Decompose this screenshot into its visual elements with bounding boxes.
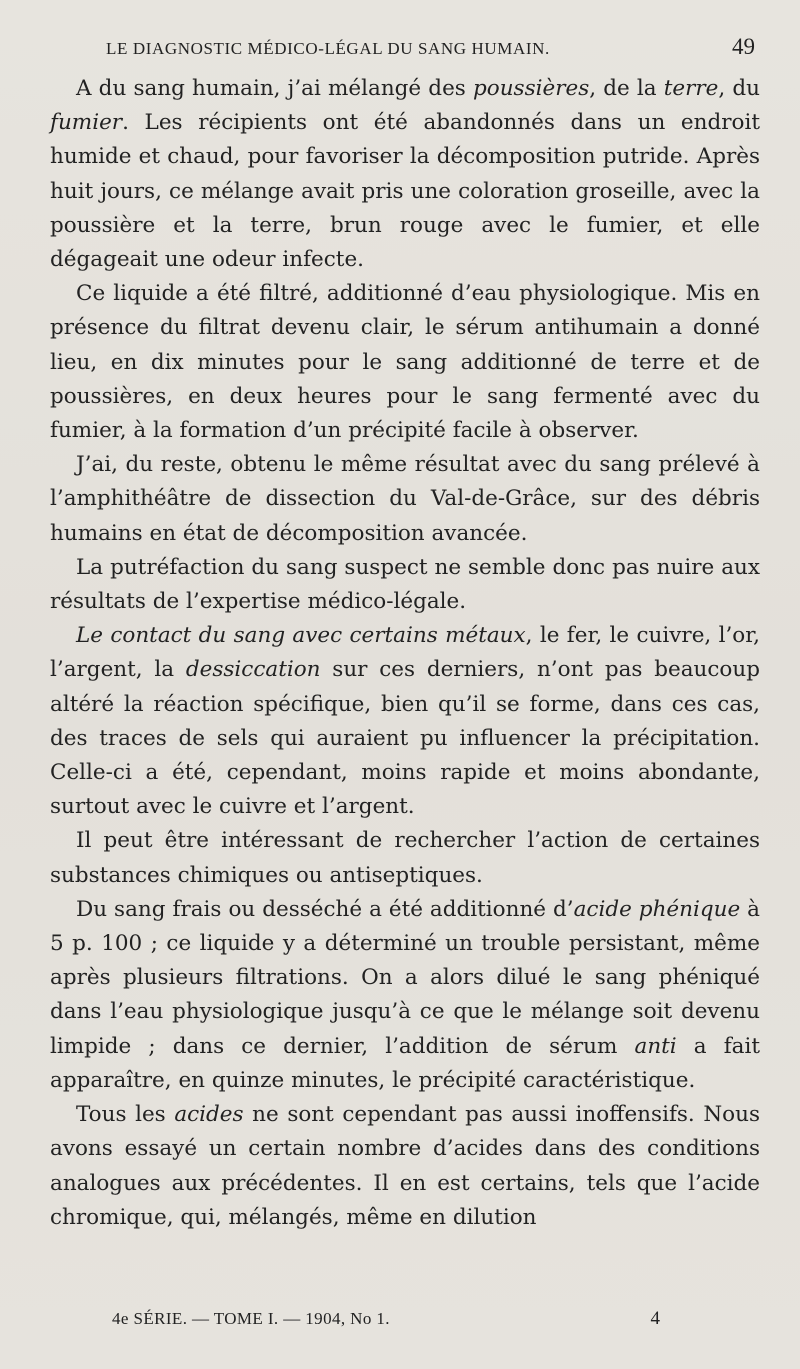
paragraph	[50, 277, 760, 448]
paragraph	[50, 619, 760, 824]
italic-text: dessiccation	[185, 657, 321, 683]
page-footer	[112, 1308, 660, 1330]
text-run: sur ces derniers, n’ont pas beaucoup altéré la réaction spécifique, bien qu’il se forme, dans ces cas, des traces de sels qui auraient pu influencer la précipitation. Celle-ci a été, cependant, moins rapide et moins abondante, surtout avec le cuivre et l’argent.	[50, 657, 760, 820]
text-run: . Les récipients ont été abandonnés dans un endroit humide et chaud, pour favoriser la décomposition putride. Après huit jours, ce mélange avait pris une coloration groseille, avec la poussière et la terre, brun rouge avec le fumier, et elle dégageait une odeur infecte.	[50, 110, 760, 273]
italic-text: fumier	[50, 110, 123, 136]
text-run: Du sang frais ou desséché a été additionné d’	[76, 896, 574, 922]
text-run: Tous les	[76, 1102, 175, 1128]
paragraph	[50, 551, 760, 619]
text-run: A du sang humain, j’ai mélangé des	[76, 76, 473, 101]
text-run: Ce liquide a été filtré, additionné d’eau physiologique. Mis en présence du filtrat devenu clair, le sérum antihumain a donné lieu, en dix minutes pour le sang additionné de terre et de poussières, en deux heures pour le sang fermenté avec du fumier, à la formation d’un précipité facile à observer.	[50, 281, 760, 444]
text-run: a fait apparaître, en quinze minutes, le précipité caractéristique.	[50, 1033, 760, 1093]
printer-signature: 4e SÉRIE. — TOME I. — 1904, No 1.	[112, 1309, 390, 1328]
running-header	[50, 34, 755, 68]
text-run: Il peut être intéressant de rechercher l’action de certaines substances chimiques ou antiseptiques.	[50, 828, 760, 888]
text-run: , du	[718, 76, 761, 101]
text-run: ne sont cependant pas aussi inoffensifs. Nous avons essayé un certain nombre d’acides dans des conditions analogues aux précédentes. Il en est certains, tels que l’acide chromique, qui, mélangés, même en dilution	[50, 1102, 760, 1230]
page-number: 49	[732, 34, 755, 59]
italic-text: anti	[634, 1033, 677, 1059]
paragraph	[50, 893, 760, 1098]
body-text	[50, 72, 760, 1235]
italic-text: poussières	[473, 76, 590, 101]
running-title: LE DIAGNOSTIC MÉDICO-LÉGAL DU SANG HUMAIN.	[106, 39, 550, 58]
italic-text: acide phénique	[573, 896, 741, 922]
italic-text: Le contact du sang avec certains métaux	[76, 623, 526, 649]
signature-mark: 4	[650, 1308, 660, 1329]
paragraph	[50, 448, 760, 551]
paragraph	[50, 1098, 760, 1235]
text-run: , le fer, le cuivre, l’or, l’argent, la	[50, 623, 760, 683]
paragraph	[50, 72, 760, 277]
text-run: à 5 p. 100 ; ce liquide y a déterminé un trouble persistant, même après plusieurs filtrations. On a alors dilué le sang phéniqué dans l’eau physiologique jusqu’à ce que le mélange soit devenu limpide ; dans ce dernier, l’addition de sérum	[50, 896, 760, 1059]
text-run: La putréfaction du sang suspect ne semble donc pas nuire aux résultats de l’expertise médico-légale.	[50, 554, 760, 615]
text-run: , de la	[589, 76, 664, 101]
italic-text: acides	[174, 1102, 244, 1128]
text-run: J’ai, du reste, obtenu le même résultat avec du sang prélevé à l’amphithéâtre de dissection du Val-de-Grâce, sur des débris humains en état de décomposition avancée.	[50, 452, 760, 546]
italic-text: terre	[663, 76, 719, 101]
paragraph	[50, 824, 760, 892]
